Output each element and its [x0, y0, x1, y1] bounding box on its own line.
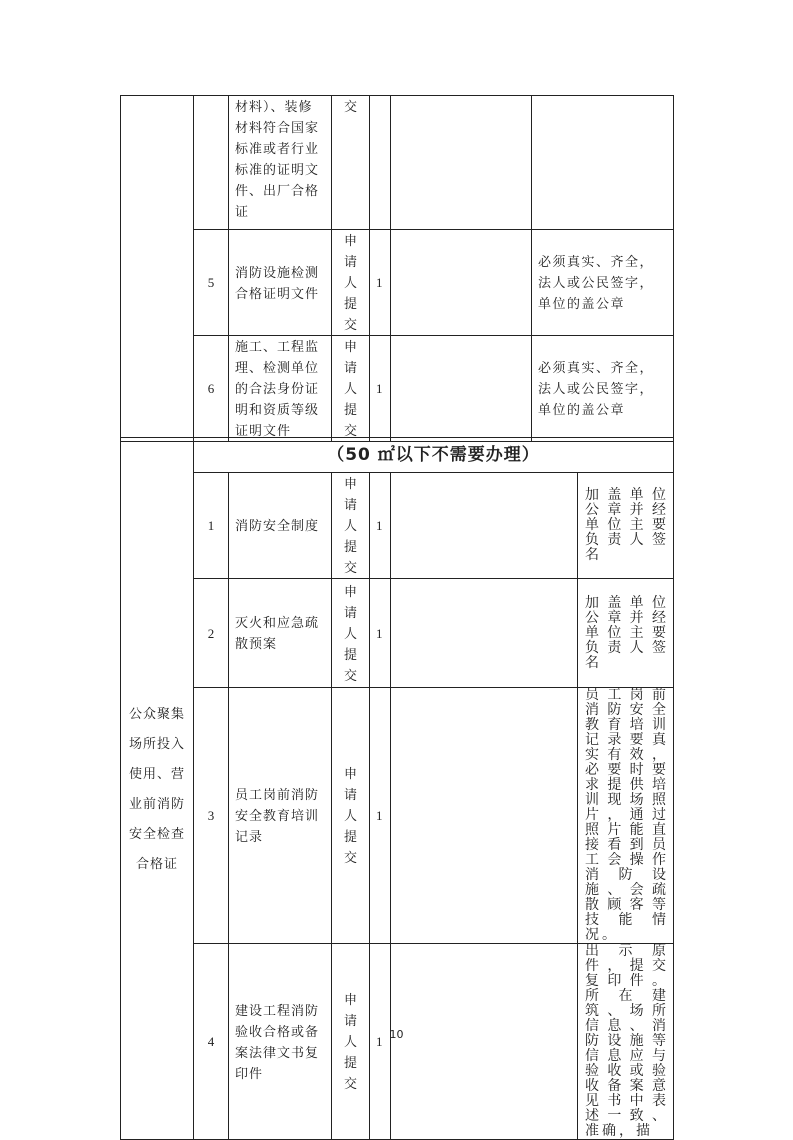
category-cell: 公众聚集场所投入使用、营业前消防安全检查合格证	[121, 438, 194, 1140]
material-name: 灭火和应急疏散预案	[229, 579, 332, 688]
table-row	[121, 230, 674, 336]
table-row	[121, 438, 674, 473]
remark: 出示原件，提交复印件。所在建筑、场所信息、消防设施等信息应与验收或验收备案意见书中表述一致、准确，描	[578, 944, 674, 1140]
quantity: 1	[370, 688, 391, 944]
row-number: 3	[194, 688, 229, 944]
remark: 必须真实、齐全，法人或公民签字，单位的盖公章	[532, 230, 674, 336]
material-source: 申请人提交	[344, 766, 358, 865]
material-source: 申请人提交	[344, 339, 358, 438]
material-name: 消防设施检测合格证明文件	[229, 230, 332, 336]
quantity: 1	[370, 579, 391, 688]
remark: 员工岗前消防安全教育培训记录要真实有效，必要时要求提供培训现场照片，通过照片能直接看到员工会操作消防设施、会疏散顾客等技能情况。	[578, 688, 674, 944]
material-source: 申请人提交	[344, 583, 358, 683]
blank-cell	[391, 944, 578, 1140]
table-row	[121, 579, 674, 688]
section-note: （50 ㎡以下不需要办理）	[194, 438, 674, 473]
material-name: 消防安全制度	[229, 473, 332, 579]
blank-cell	[391, 473, 578, 579]
remark: 加盖单位公章并经单位主要负责人签名	[578, 579, 674, 688]
material-source: 交	[344, 99, 358, 114]
table-row	[121, 336, 674, 442]
quantity: 1	[370, 473, 391, 579]
material-name: 施工、工程监理、检测单位的合法身份证明和资质等级证明文件	[229, 336, 332, 442]
table-row	[121, 96, 674, 230]
remark: 必须真实、齐全，法人或公民签字，单位的盖公章	[532, 336, 674, 442]
blank-cell	[391, 230, 532, 336]
blank-cell	[391, 688, 578, 944]
row-number	[194, 96, 229, 230]
material-source: 申请人提交	[344, 992, 358, 1091]
material-source: 申请人提交	[344, 233, 358, 332]
blank-cell	[391, 336, 532, 442]
quantity: 1	[370, 336, 391, 442]
remark	[532, 96, 674, 230]
row-number: 6	[194, 336, 229, 442]
table-row	[121, 688, 674, 944]
quantity: 1	[370, 944, 391, 1140]
table-row	[121, 944, 674, 1140]
blank-cell	[391, 96, 532, 230]
row-number: 4	[194, 944, 229, 1140]
blank-cell	[391, 579, 578, 688]
remark: 加盖单位公章并经单位主要负责人签名	[578, 473, 674, 579]
requirements-table-continued	[120, 95, 674, 442]
page-number: 10	[389, 1028, 404, 1041]
material-name: 建设工程消防验收合格或备案法律文书复印件	[229, 944, 332, 1140]
row-number: 2	[194, 579, 229, 688]
category-cell	[121, 96, 194, 442]
row-number: 5	[194, 230, 229, 336]
quantity	[370, 96, 391, 230]
material-name: 材料）、装修材料符合国家标准或者行业标准的证明文件、出厂合格证	[229, 96, 332, 230]
table-row	[121, 473, 674, 579]
quantity: 1	[370, 230, 391, 336]
material-name: 员工岗前消防安全教育培训记录	[229, 688, 332, 944]
row-number: 1	[194, 473, 229, 579]
material-source: 申请人提交	[344, 476, 358, 575]
